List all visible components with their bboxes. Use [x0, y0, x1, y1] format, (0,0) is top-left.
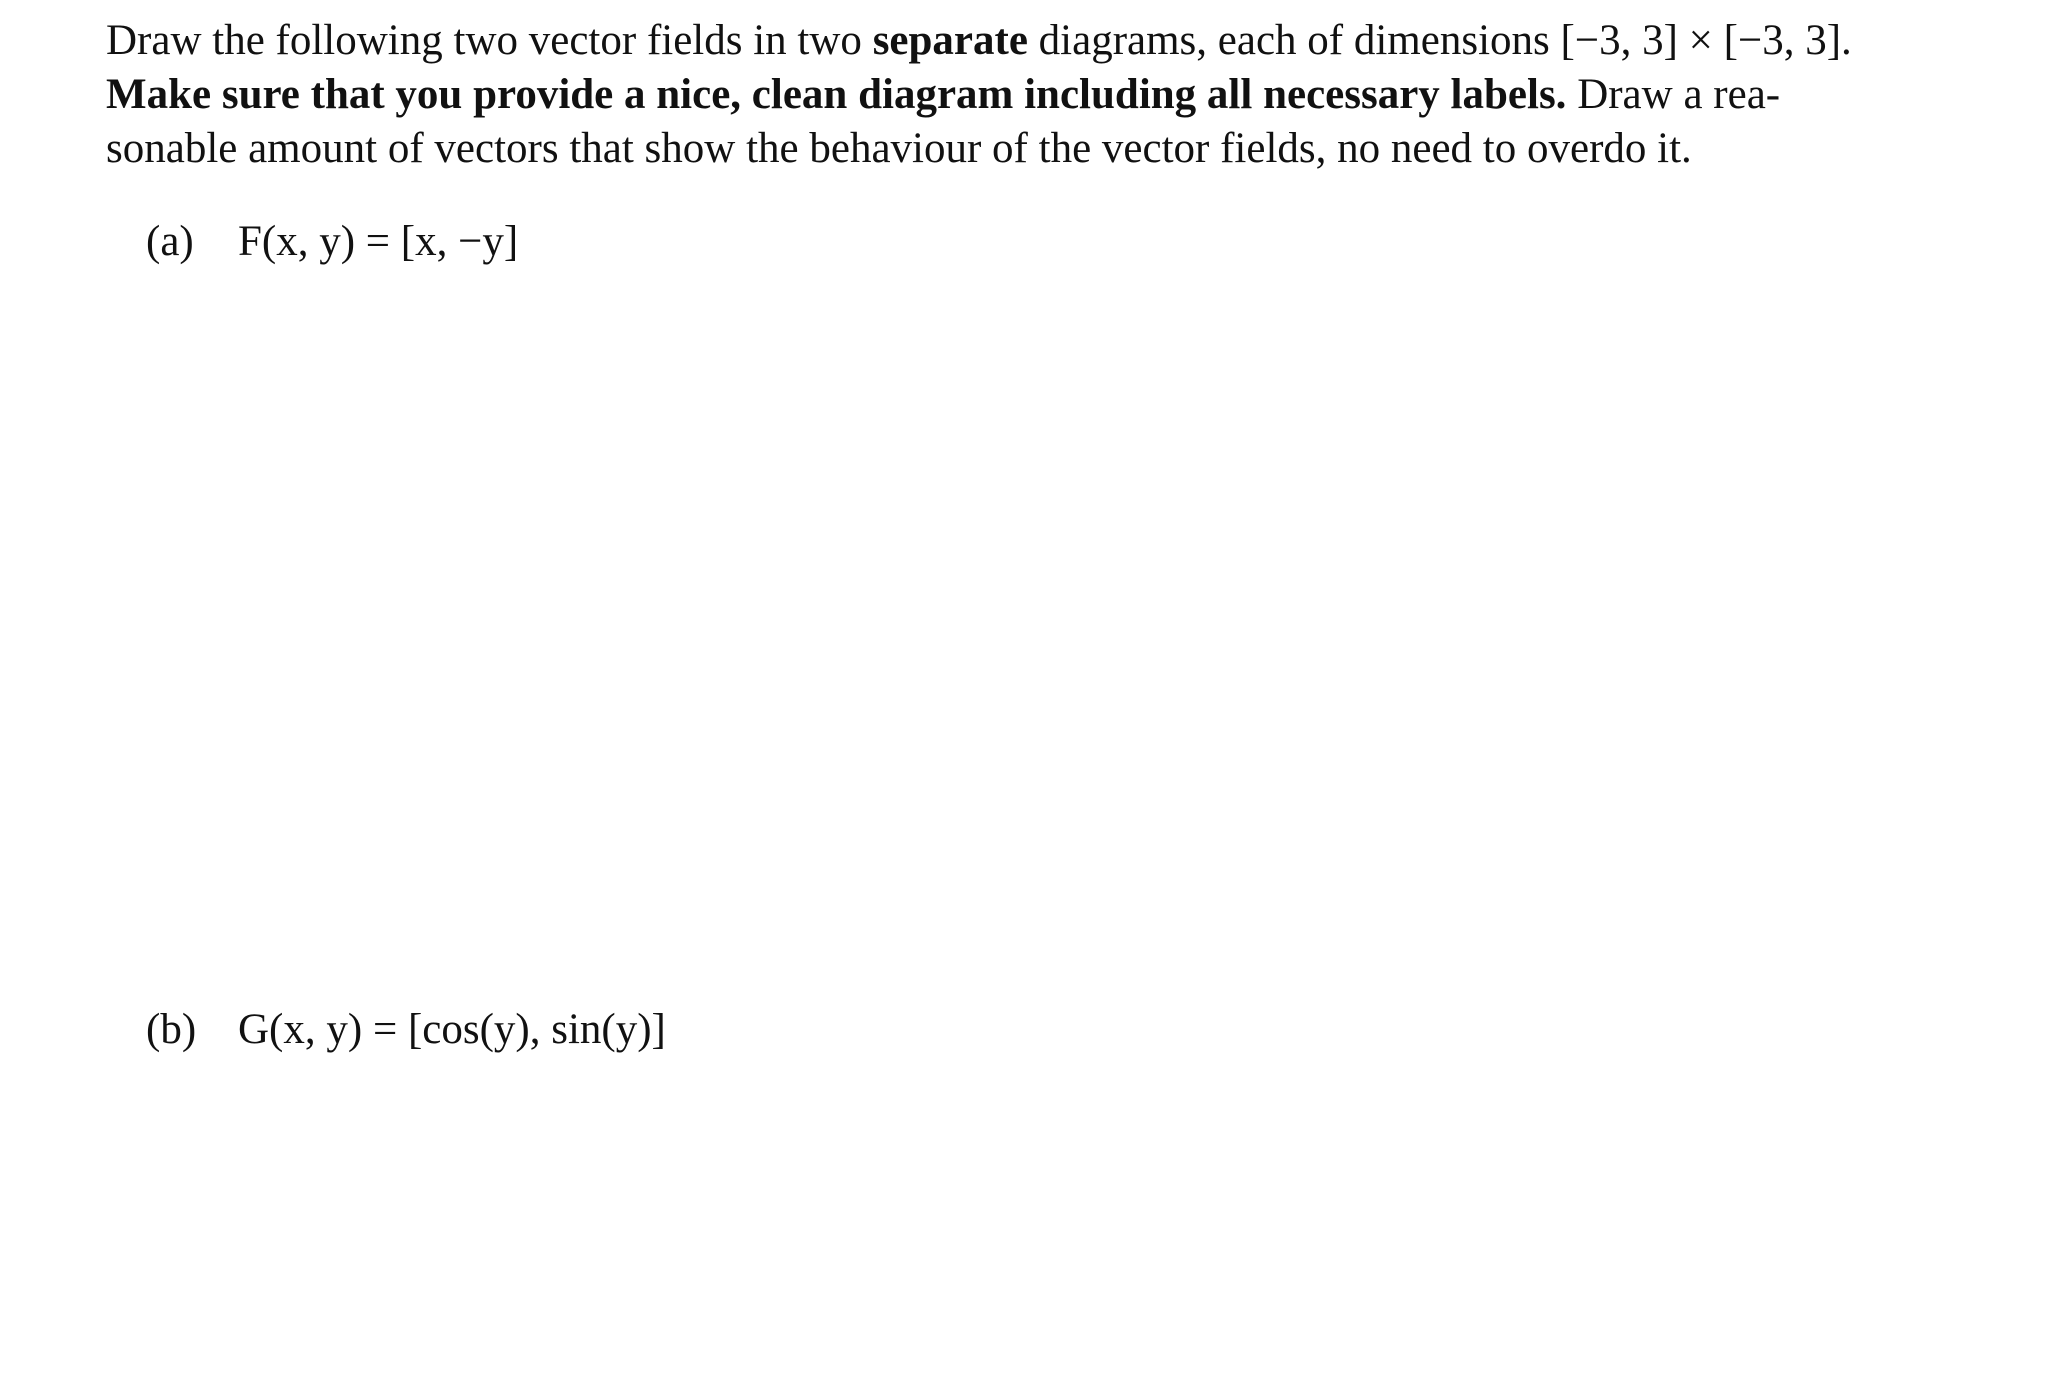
problem-statement: [106, 14, 1996, 176]
statement-line-2: [106, 68, 1996, 122]
statement-text: Draw the following two vector fields in two: [106, 17, 873, 64]
statement-text: diagrams, each of dimensions [−3, 3] × [−3, 3].: [1027, 17, 1852, 64]
statement-line-3: sonable amount of vectors that show the behaviour of the vector fields, no need to overdo it.: [106, 125, 1692, 172]
part-a-formula: F(x, y) = [x, −y]: [238, 218, 519, 265]
part-a-label: (a): [146, 218, 194, 265]
part-b-answer-space: [106, 1075, 1996, 1365]
statement-line-1: [106, 14, 1996, 68]
emphasis-separate: separate: [872, 17, 1028, 64]
part-b-formula: G(x, y) = [cos(y), sin(y)]: [238, 1006, 666, 1053]
emphasis-instruction: Make sure that you provide a nice, clean diagram including all necessary labels.: [106, 71, 1567, 118]
statement-text: Draw a rea-: [1566, 71, 1781, 118]
part-b-label: (b): [146, 1006, 197, 1053]
part-b: [146, 1003, 666, 1057]
part-a: [146, 215, 518, 269]
part-a-answer-space: [106, 285, 1996, 985]
